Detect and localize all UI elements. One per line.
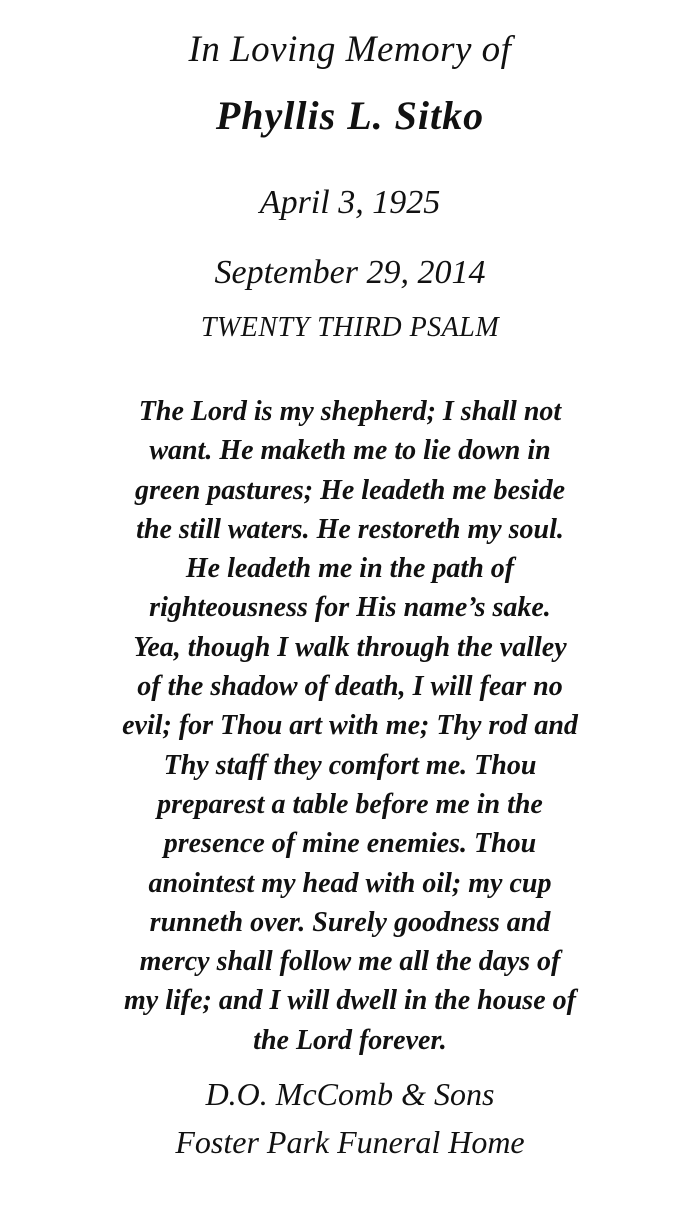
psalm-line: green pastures; He leadeth me beside [134, 474, 566, 506]
psalm-line: preparest a table before me in the [157, 788, 543, 820]
psalm-line: Yea, though I walk through the valley [133, 631, 567, 663]
psalm-line: of the shadow of death, I will fear no [137, 671, 563, 703]
psalm-line: mercy shall follow me all the days of [139, 946, 561, 978]
psalm-title: TWENTY THIRD PSALM [200, 312, 500, 343]
death-date: September 29, 2014 [214, 254, 486, 291]
funeral-home-location: Foster Park Funeral Home [175, 1124, 525, 1160]
psalm-line: want. He maketh me to lie down in [149, 435, 551, 467]
deceased-name: Phyllis L. Sitko [215, 93, 485, 138]
psalm-line: the Lord forever. [253, 1024, 447, 1056]
psalm-line: The Lord is my shepherd; I shall not [138, 396, 562, 427]
psalm-line: He leadeth me in the path of [185, 553, 515, 585]
psalm-line: anointest my head with oil; my cup [148, 867, 552, 899]
psalm-line: righteousness for His name’s sake. [149, 592, 551, 624]
birth-date: April 3, 1925 [259, 184, 441, 221]
funeral-home-name: D.O. McComb & Sons [205, 1076, 495, 1112]
psalm-line: my life; and I will dwell in the house of [124, 985, 576, 1017]
psalm-text [0, 392, 700, 1060]
psalm-line: presence of mine enemies. Thou [163, 828, 537, 860]
psalm-line: runneth over. Surely goodness and [149, 906, 551, 938]
psalm-line: the still waters. He restoreth my soul. [136, 513, 564, 545]
psalm-line: evil; for Thou art with me; Thy rod and [122, 710, 578, 742]
psalm-line: Thy staff they comfort me. Thou [163, 749, 537, 781]
memorial-heading: In Loving Memory of [188, 29, 512, 70]
